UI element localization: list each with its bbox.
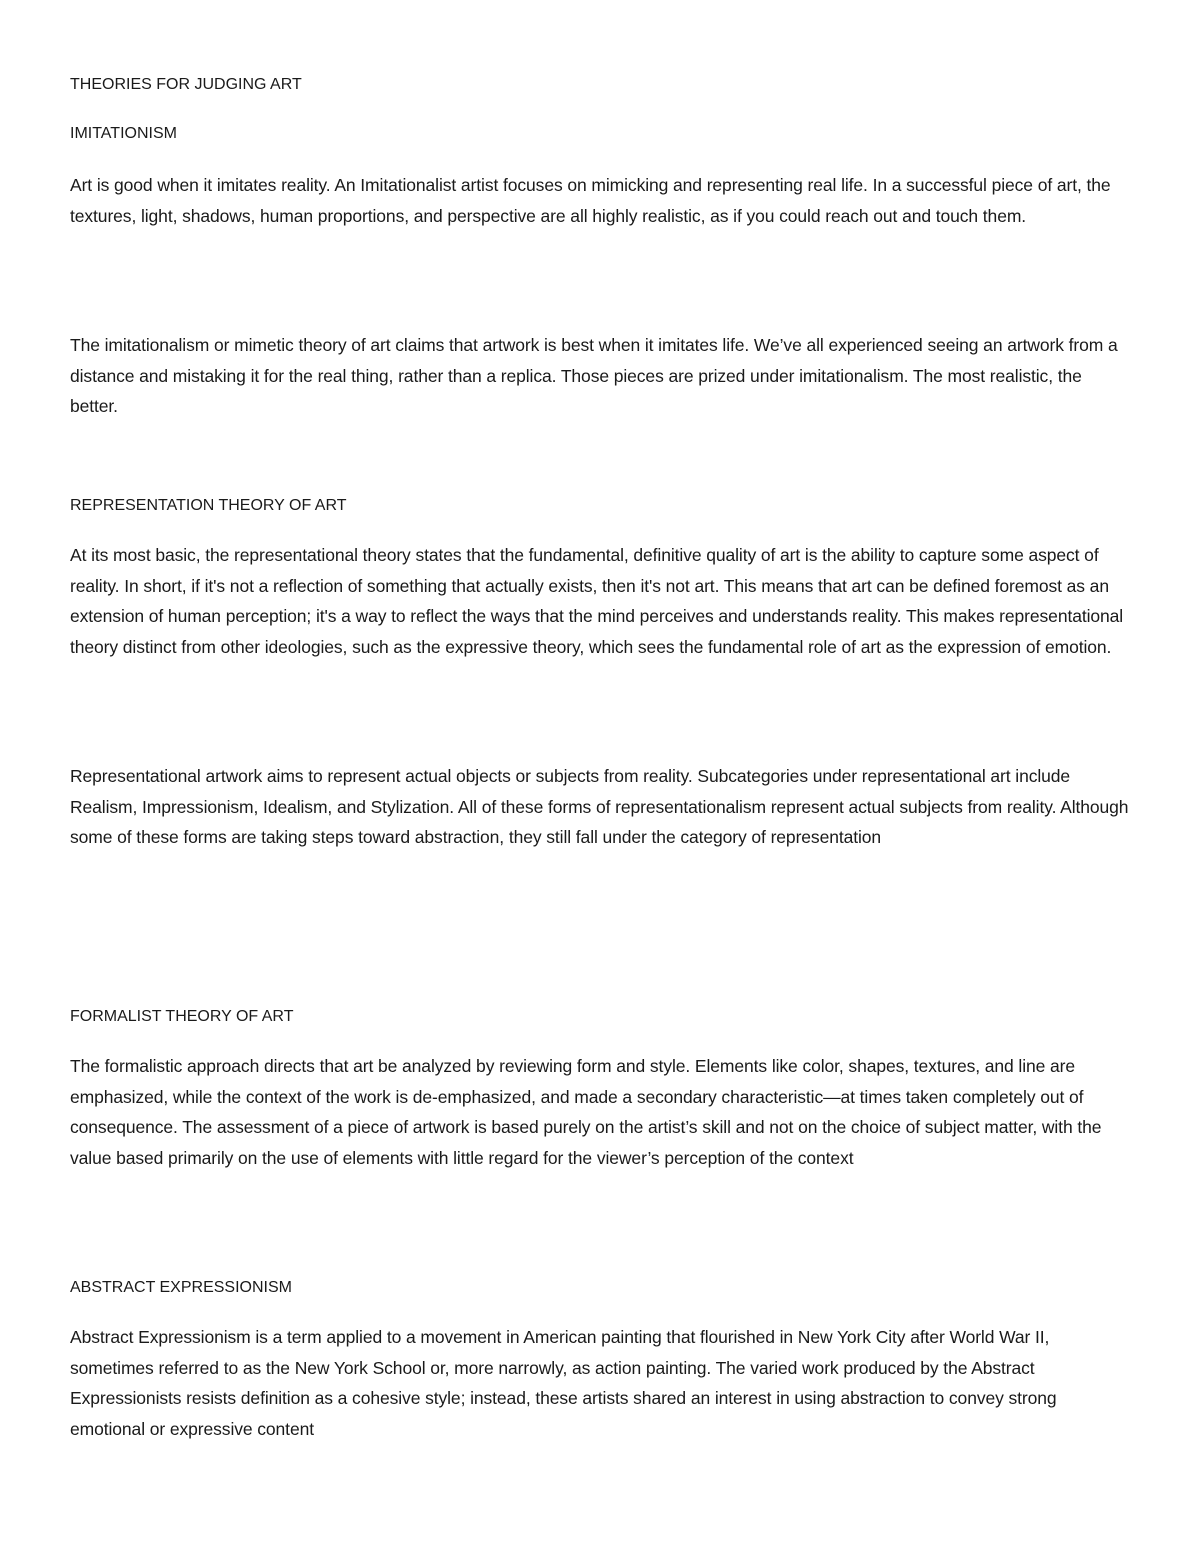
imitationism-paragraph-2: The imitationalism or mimetic theory of art claims that artwork is best when it imitates life. We’ve all experienced seeing an artwork from a distance and mistaking it for the real thing, rather than a replica. Those pieces are prized under imitationalism. The most realistic, the better. <box>70 335 1118 416</box>
section-heading-representation: REPRESENTATION THEORY OF ART <box>70 497 347 514</box>
formalist-paragraph-1: The formalistic approach directs that art be analyzed by reviewing form and style. Elements like color, shapes, textures, and line are emphasized, while the context of the work is de-emphasized, and made a secondary characteristic—at times taken completely out of consequence. The assessment of a piece of artwork is based purely on the artist’s skill and not on the choice of subject matter, with the value based primarily on the use of elements with little regard for the viewer’s perception of the context <box>70 1056 1102 1168</box>
imitationism-paragraph-1: Art is good when it imitates reality. An Imitationalist artist focuses on mimicking and representing real life. In a successful piece of art, the textures, light, shadows, human proportions, and perspective are all highly realistic, as if you could reach out and touch them. <box>70 175 1111 226</box>
section-heading-imitationism: IMITATIONISM <box>70 125 177 142</box>
representation-paragraph-2: Representational artwork aims to represent actual objects or subjects from reality. Subcategories under representational art include Realism, Impressionism, Idealism, and Stylization. All of these forms of representationalism represent actual subjects from reality. Although some of these forms are taking steps toward abstraction, they still fall under the category of representation <box>70 766 1129 847</box>
section-heading-abstract-expressionism: ABSTRACT EXPRESSIONISM <box>70 1279 292 1296</box>
abstract-expressionism-paragraph-1: Abstract Expressionism is a term applied to a movement in American painting that flourished in New York City after World War II, sometimes referred to as the New York School or, more narrowly, as action painting. The varied work produced by the Abstract Expressionists resists definition as a cohesive style; instead, these artists shared an interest in using abstraction to convey strong emotional or expressive content <box>70 1327 1057 1439</box>
document-title: THEORIES FOR JUDGING ART <box>70 76 302 93</box>
section-heading-formalist: FORMALIST THEORY OF ART <box>70 1008 294 1025</box>
representation-paragraph-1: At its most basic, the representational theory states that the fundamental, definitive quality of art is the ability to capture some aspect of reality. In short, if it's not a reflection of something that actually exists, then it's not art. This means that art can be defined foremost as an extension of human perception; it's a way to reflect the ways that the mind perceives and understands reality. This makes representational theory distinct from other ideologies, such as the expressive theory, which sees the fundamental role of art as the expression of emotion. <box>70 545 1124 657</box>
